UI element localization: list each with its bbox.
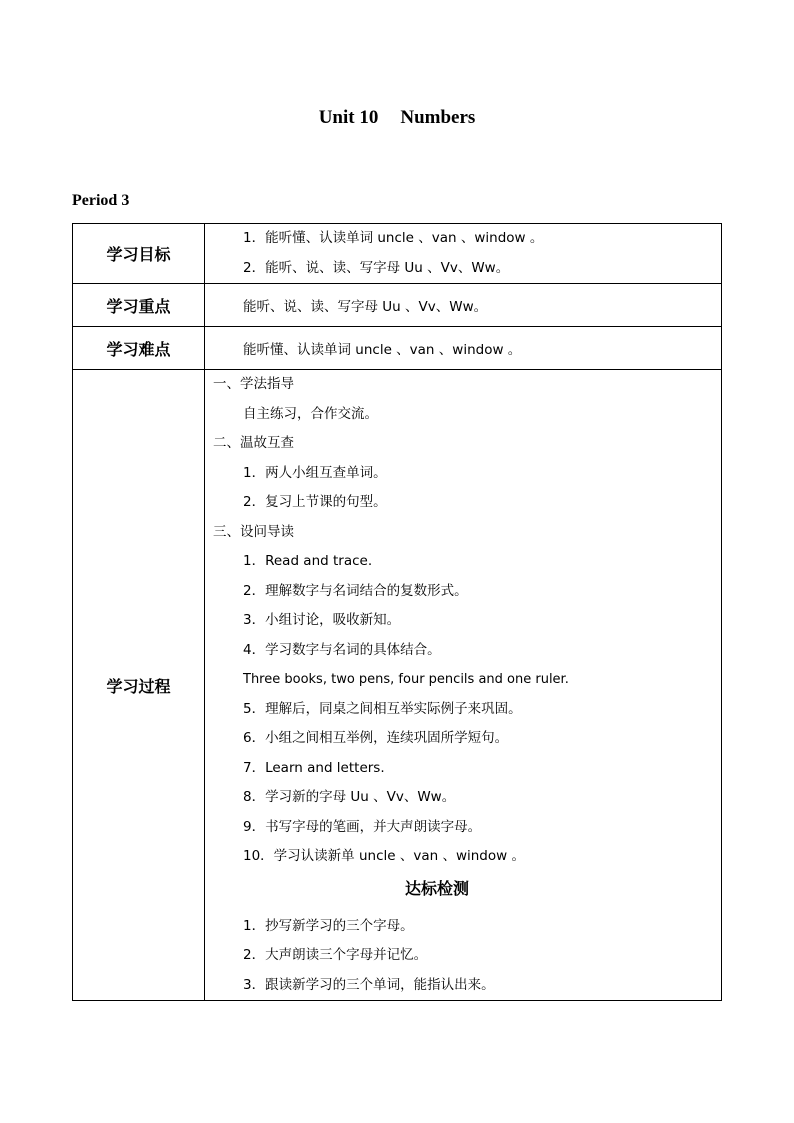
period-heading: Period 3 bbox=[72, 192, 130, 209]
check-heading: 达标检测 bbox=[404, 878, 469, 898]
content-focus: 能听、说、读、写字母 Uu 、Vv、Ww。 bbox=[205, 284, 722, 327]
section-3-item: 3．小组讨论，吸收新知。 bbox=[243, 612, 401, 628]
label-difficulty: 学习难点 bbox=[73, 327, 205, 370]
row-difficulty bbox=[73, 327, 722, 370]
section-2-title: 二、温故互查 bbox=[213, 435, 294, 451]
section-2-item: 2．复习上节课的句型。 bbox=[243, 494, 387, 510]
section-3-item: 4．学习数字与名词的具体结合。 bbox=[243, 641, 441, 658]
row-goal bbox=[73, 224, 722, 284]
page-title bbox=[0, 107, 794, 129]
check-item: 2．大声朗读三个字母并记忆。 bbox=[243, 947, 428, 963]
section-3-item: 8．学习新的字母 Uu 、Vv、Ww。 bbox=[243, 789, 456, 805]
unit-number: Unit 10 bbox=[318, 107, 379, 128]
check-item: 1．抄写新学习的三个字母。 bbox=[243, 917, 414, 934]
content-goal bbox=[205, 224, 722, 284]
lesson-plan-table bbox=[72, 223, 722, 1001]
section-1-title: 一、学法指导 bbox=[213, 376, 294, 392]
section-1-text: 自主练习，合作交流。 bbox=[243, 405, 378, 422]
section-3-item: 6．小组之间相互举例，连续巩固所学短句。 bbox=[243, 730, 509, 746]
content-process bbox=[205, 370, 722, 1001]
example-sentence: Three books, two pens, four pencils and one ruler. bbox=[243, 672, 569, 687]
section-3-item: 9．书写字母的笔画，并大声朗读字母。 bbox=[243, 818, 482, 835]
label-goal: 学习目标 bbox=[73, 224, 205, 284]
goal-line-1: 1．能听懂、认读单词 uncle 、van 、window 。 bbox=[243, 230, 544, 246]
goal-line-2: 2．能听、说、读、写字母 Uu 、Vv、Ww。 bbox=[243, 259, 510, 276]
content-difficulty: 能听懂、认读单词 uncle 、van 、window 。 bbox=[205, 327, 722, 370]
section-3-item: 10．学习认读新单 uncle 、van 、window 。 bbox=[243, 848, 525, 864]
section-2-item: 1．两人小组互查单词。 bbox=[243, 464, 387, 481]
unit-name: Numbers bbox=[400, 107, 476, 128]
label-process: 学习过程 bbox=[73, 370, 205, 1001]
check-item: 3．跟读新学习的三个单词，能指认出来。 bbox=[243, 976, 495, 993]
section-3-item: 1．Read and trace. bbox=[243, 553, 373, 569]
section-3-item: 7．Learn and letters. bbox=[243, 759, 385, 776]
row-focus bbox=[73, 284, 722, 327]
row-process bbox=[73, 370, 722, 1001]
label-focus: 学习重点 bbox=[73, 284, 205, 327]
section-3-title: 三、设问导读 bbox=[213, 523, 294, 540]
section-3-item: 5．理解后，同桌之间相互举实际例子来巩固。 bbox=[243, 700, 522, 717]
section-3-item: 2．理解数字与名词结合的复数形式。 bbox=[243, 582, 468, 599]
